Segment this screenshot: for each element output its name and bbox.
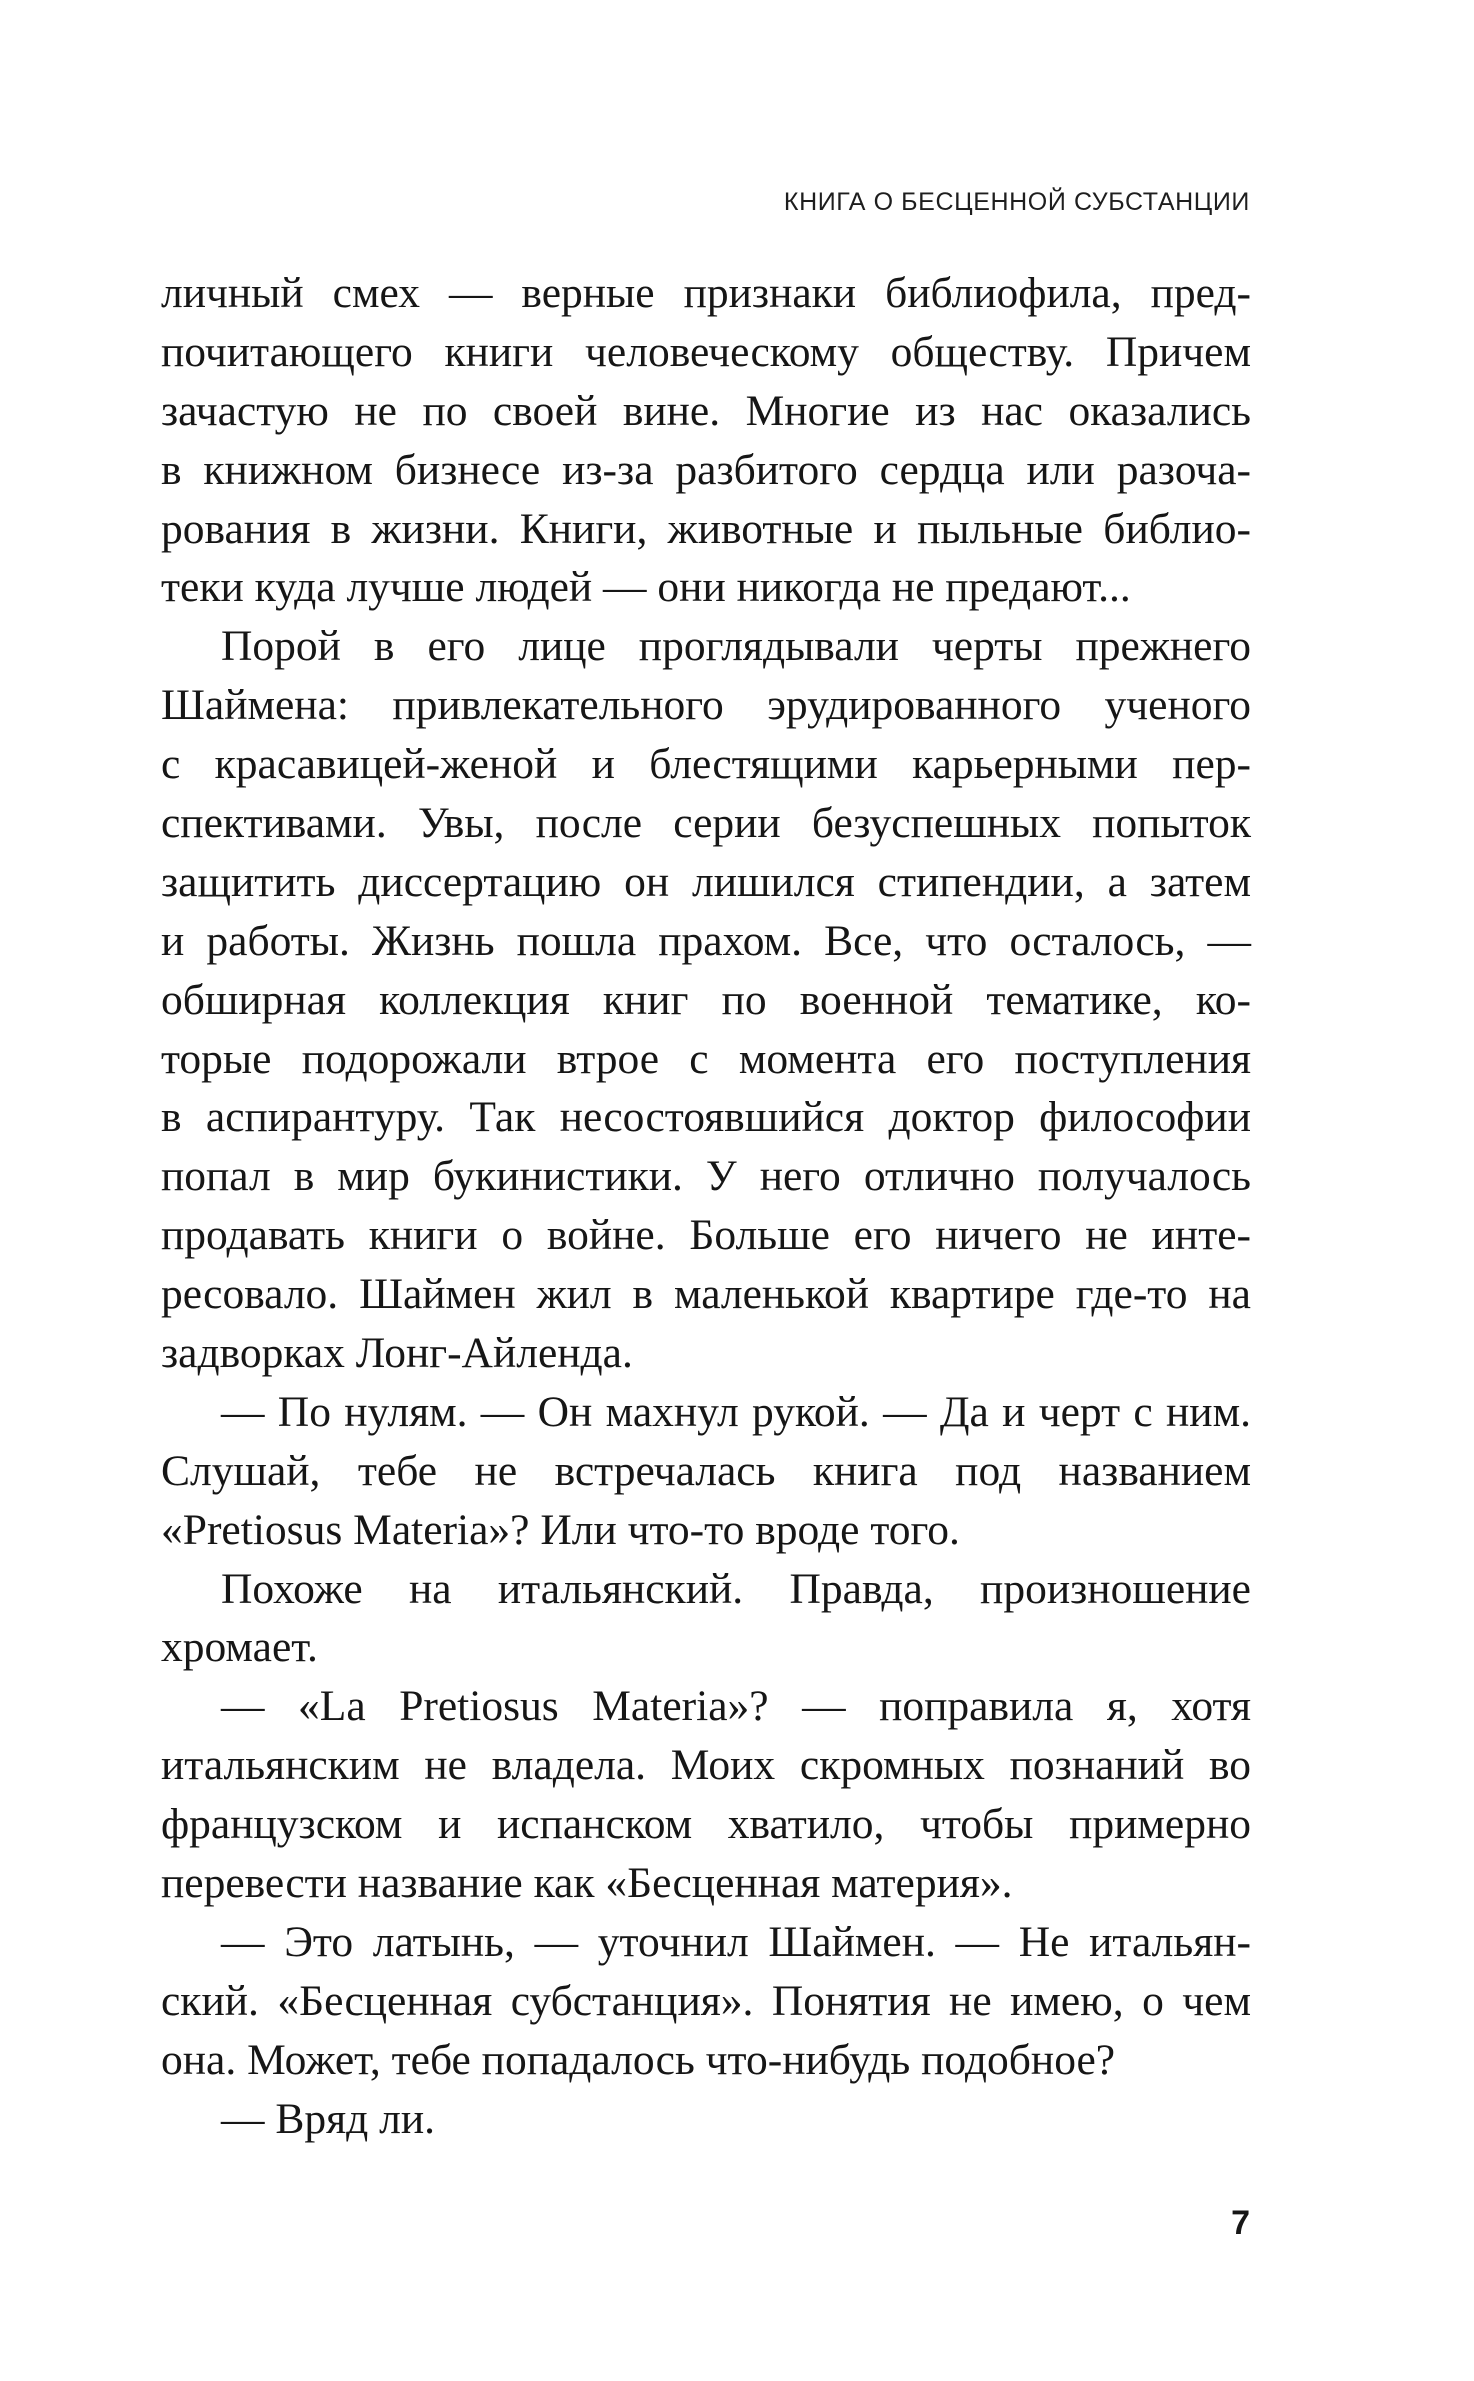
body-text (161, 264, 1251, 2149)
text-line: итальянским не владела. Моих скромных познаний во (161, 1741, 1251, 1790)
text-line: защитить диссертацию он лишился стипендии, а затем (161, 857, 1251, 906)
text-line: почитающего книги человеческому обществу. Причем (161, 327, 1251, 376)
text-line: она. Может, тебе попадалось что-нибудь подобное? (161, 2035, 1116, 2084)
text-line: ский. «Бесценная субстанция». Понятия не имею, о чем (161, 1976, 1251, 2025)
text-line: задворках Лонг-Айленда. (161, 1329, 633, 1378)
text-line: Похоже на итальянский. Правда, произношение (221, 1564, 1251, 1613)
text-line: — По нулям. — Он махнул рукой. — Да и черт с ним. (221, 1387, 1251, 1436)
text-line: хромает. (161, 1623, 318, 1672)
text-line: ресовало. Шаймен жил в маленькой квартире где-то на (161, 1270, 1251, 1319)
text-line: Слушай, тебе не встречалась книга под названием (161, 1446, 1251, 1495)
page-number: 7 (1231, 2204, 1250, 2242)
text-line: — «La Pretiosus Materia»? — поправила я, хотя (221, 1682, 1251, 1731)
text-line: — Это латынь, — уточнил Шаймен. — Не итальян- (221, 1917, 1251, 1966)
text-line: торые подорожали втрое с момента его поступления (161, 1034, 1251, 1083)
text-line: спективами. Увы, после серии безуспешных попыток (161, 799, 1251, 848)
running-header: КНИГА О БЕСЦЕННОЙ СУБСТАНЦИИ (783, 188, 1250, 216)
text-line: Шаймена: привлекательного эрудированного ученого (161, 681, 1251, 730)
text-line: французском и испанском хватило, чтобы примерно (161, 1800, 1251, 1849)
text-line: и работы. Жизнь пошла прахом. Все, что осталось, — (161, 916, 1251, 965)
text-line: личный смех — верные признаки библиофила, пред- (161, 269, 1251, 317)
text-line: попал в мир букинистики. У него отлично получалось (161, 1152, 1251, 1201)
text-line: рования в жизни. Книги, животные и пыльные библио- (161, 504, 1251, 553)
text-line: в книжном бизнесе из-за разбитого сердца или разоча- (161, 445, 1251, 494)
text-line: с красавицей-женой и блестящими карьерными пер- (161, 740, 1251, 789)
text-line: «Pretiosus Materia»? Или что-то вроде того. (161, 1505, 960, 1554)
text-line: — Вряд ли. (221, 2094, 436, 2143)
text-line: перевести название как «Бесценная материя». (161, 1859, 1013, 1908)
text-line: теки куда лучше людей — они никогда не предают... (161, 563, 1131, 612)
text-line: обширная коллекция книг по военной тематике, ко- (161, 975, 1251, 1024)
text-line: Порой в его лице проглядывали черты прежнего (221, 622, 1251, 671)
text-line: зачастую не по своей вине. Многие из нас оказались (161, 386, 1251, 435)
text-line: продавать книги о войне. Больше его ничего не инте- (161, 1211, 1251, 1260)
text-line: в аспирантуру. Так несостоявшийся доктор философии (161, 1093, 1251, 1142)
